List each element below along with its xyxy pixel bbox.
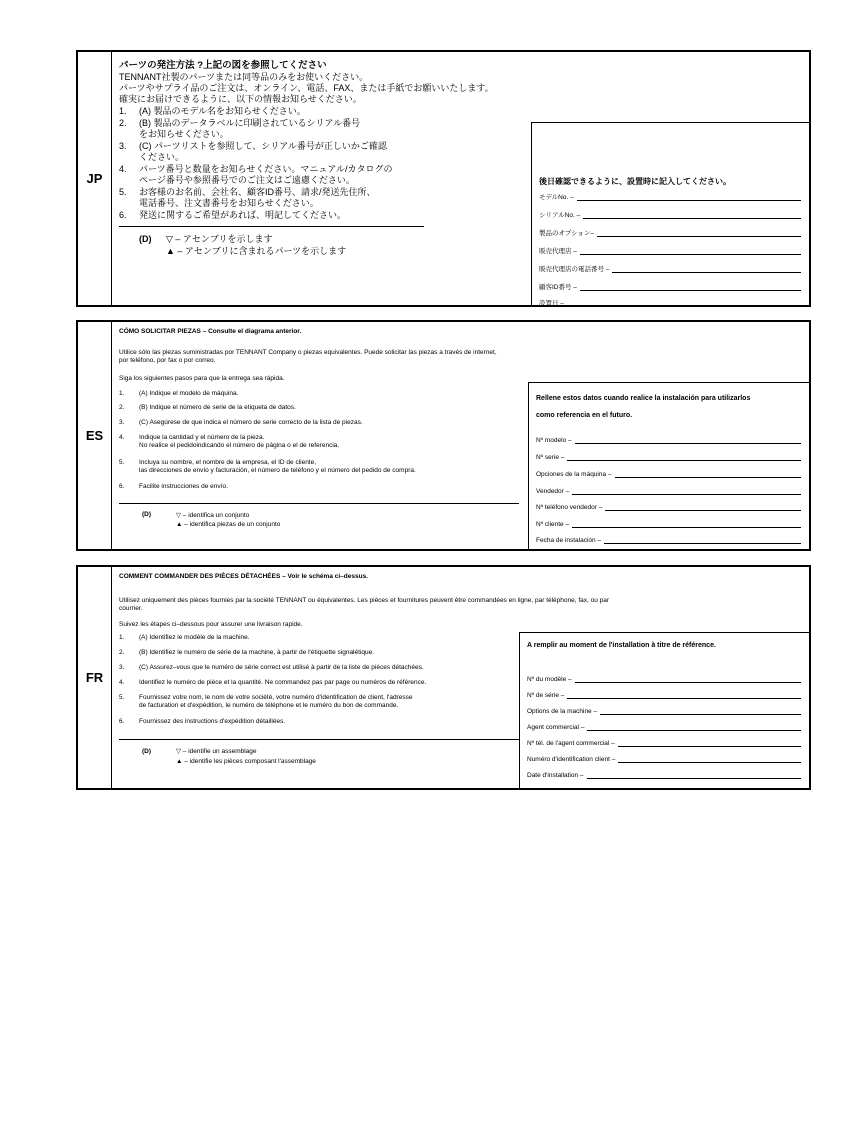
field-label: Nº modelo – (536, 437, 572, 444)
field-underline (572, 493, 801, 495)
form-field[interactable] (539, 209, 801, 219)
legend-assembly-parts: ▲ – identifie les pièces composant l'assemblage (176, 758, 316, 765)
record-title: A remplir au moment de l'installation à titre de référence. (527, 642, 716, 649)
step-text: (B) 製品のデータラベルに印刷されているシリアル番号 (139, 118, 361, 128)
language-code: FR (78, 567, 112, 788)
step-number: 2. (119, 649, 125, 656)
intro-line: courrier. (119, 605, 143, 612)
step-text: (C) Assurez–vous que le numéro de série correct est utilisé à partir de la liste de pièces détachées. (139, 664, 424, 671)
legend-assembly-parts: ▲ – identifica piezas de un conjunto (176, 521, 281, 528)
field-label: 販売代理店 – (539, 248, 577, 255)
step-number: 4. (119, 434, 125, 441)
step-text: お客様のお名前、会社名、顧客ID番号、請求/発送先住所、 (139, 187, 376, 197)
step-text: Incluya su nombre, el nombre de la empresa, el ID de cliente, (139, 459, 317, 466)
intro-line: Utilisez uniquement des pièces fournies par la société TENNANT ou équivalentes. Les pièces et fournitures peuvent être commandées en ligne, par téléphone, fax, ou par (119, 597, 610, 604)
step-text: Indique la cantidad y el número de la pieza. (139, 434, 265, 441)
form-field[interactable] (527, 690, 801, 699)
fr-content (112, 567, 809, 788)
step-text: (B) Identifiez le numéro de série de la machine, à partir de l'étiquette signalétique. (139, 649, 375, 656)
step-text: ページ番号や参照番号でのご注文はご遠慮ください。 (139, 175, 355, 185)
step-number: 6. (119, 718, 125, 725)
jp-record-box (531, 122, 809, 305)
field-underline (583, 217, 801, 219)
step-text: las direcciones de envío y facturación, el número de teléfono y el número del pedido de compra. (139, 467, 416, 474)
legend-assembly-parts: ▲ – アセンブリに含まれるパーツを示します (166, 246, 347, 256)
field-label: Nº serie – (536, 454, 565, 461)
field-underline (580, 289, 801, 291)
form-field[interactable] (536, 519, 801, 528)
form-field[interactable] (539, 297, 801, 307)
field-underline (618, 745, 801, 747)
step-number: 5. (119, 694, 125, 701)
step-number: 5. (119, 187, 127, 197)
step-text: ください。 (139, 152, 185, 162)
step-number: 4. (119, 679, 125, 686)
step-text: Facilite instrucciones de envío. (139, 483, 228, 490)
legend-divider (119, 226, 424, 227)
intro-line: por teléfono, por fax o por correo. (119, 357, 216, 364)
field-underline (618, 761, 801, 763)
form-field[interactable] (539, 281, 801, 291)
step-text: (A) Identifiez le modèle de la machine. (139, 634, 250, 641)
field-label: モデルNo. – (539, 194, 574, 201)
step-text: Fournissez des instructions d'expédition détaillées. (139, 718, 286, 725)
legend-divider (119, 739, 520, 740)
legend-assembly: ▽ – identifica un conjunto (176, 512, 250, 519)
field-underline (580, 253, 801, 255)
step-number: 3. (119, 141, 127, 151)
step-text: de facturation et d'expédition, le numéro de téléphone et le numéro du bon de commande. (139, 702, 399, 709)
field-label: Opciones de la máquina – (536, 471, 612, 478)
field-label: Nº du modèle – (527, 676, 572, 683)
section-title: CÓMO SOLICITAR PIEZAS – Consulte el diagrama anterior. (119, 328, 302, 335)
legend-label: (D) (139, 234, 152, 244)
step-text: (C) パーツリストを参照して、シリアル番号が正しいかご確認 (139, 141, 387, 151)
form-field[interactable] (527, 738, 801, 747)
step-text: Identifiez le numéro de pièce et la quantité. Ne commandez pas par page ou numéros de référence. (139, 679, 427, 686)
field-label: Date d'installation – (527, 772, 584, 779)
form-field[interactable] (527, 770, 801, 779)
form-field[interactable] (539, 245, 801, 255)
field-label: Vendedor – (536, 488, 570, 495)
field-underline (567, 305, 801, 307)
intro-line: パーツやサプライ品のご注文は、オンライン、電話、FAX、または手紙でお願いいたします。 (119, 83, 494, 93)
step-number: 2. (119, 404, 125, 411)
legend-label: (D) (142, 511, 152, 518)
jp-section (76, 50, 811, 307)
language-code: JP (78, 52, 112, 305)
field-label: シリアルNo. – (539, 212, 581, 219)
field-underline (577, 199, 801, 201)
es-section (76, 320, 811, 551)
intro-line: Utilice sólo las piezas suministradas por TENNANT Company o piezas equivalentes. Puede solicitar las piezas a través de internet, (119, 349, 497, 356)
step-number: 3. (119, 419, 125, 426)
intro-line: Siga los siguientes pasos para que la entrega sea rápida. (119, 375, 285, 382)
legend-divider (119, 503, 519, 504)
step-text: パーツ番号と数量をお知らせください。マニュアル/カタログの (139, 164, 393, 174)
step-number: 1. (119, 390, 125, 397)
record-title: Rellene estos datos cuando realice la instalación para utilizarlos (536, 395, 751, 402)
fr-section (76, 565, 811, 790)
step-text: (B) Indique el número de serie de la etiqueta de datos. (139, 404, 296, 411)
form-field[interactable] (527, 706, 801, 715)
step-number: 3. (119, 664, 125, 671)
legend-assembly: ▽ – identifie un assemblage (176, 748, 257, 755)
intro-line: Suivez les étapes ci–dessous pour assurer une livraison rapide. (119, 621, 303, 628)
field-underline (597, 235, 801, 237)
step-number: 6. (119, 483, 125, 490)
jp-content (112, 52, 809, 305)
field-label: Nº de série – (527, 692, 565, 699)
field-label: Nº tél. de l'agent commercial – (527, 740, 615, 747)
form-field[interactable] (536, 486, 801, 495)
step-text: 電話番号、注文書番号をお知らせください。 (139, 198, 319, 208)
form-field[interactable] (527, 674, 801, 683)
field-underline (575, 442, 801, 444)
field-underline (572, 526, 801, 528)
field-label: Nº cliente – (536, 521, 570, 528)
field-label: Options de la machine – (527, 708, 598, 715)
field-underline (567, 459, 801, 461)
step-number: 4. (119, 164, 127, 174)
language-code: ES (78, 322, 112, 549)
fr-record-box (519, 632, 809, 788)
form-field[interactable] (536, 435, 801, 444)
form-field[interactable] (539, 191, 801, 201)
es-record-box (528, 382, 809, 549)
record-title: 後日確認できるように、設置時に記入してください。 (539, 177, 731, 186)
step-text: (C) Asegúrese de que indica el número de serie correcto de la lista de piezas. (139, 419, 363, 426)
section-title: COMMENT COMMANDER DES PIÈCES DÉTACHÉES – Voir le schéma ci–dessus. (119, 573, 368, 580)
field-label: Numéro d'identification client – (527, 756, 616, 763)
step-text: (A) 製品のモデル名をお知らせください。 (139, 106, 306, 116)
field-underline (612, 271, 801, 273)
intro-line: 確実にお届けできるように、以下の情報お知らせください。 (119, 94, 362, 104)
field-underline (604, 542, 801, 544)
field-underline (587, 777, 801, 779)
legend-assembly: ▽ – アセンブリを示します (166, 234, 273, 244)
step-text: (A) Indique el modelo de máquina. (139, 390, 239, 397)
field-underline (615, 476, 801, 478)
step-text: Fournissez votre nom, le nom de votre société, votre numéro d'identification de client, l'adresse (139, 694, 413, 701)
step-text: 発送に関するご希望があれば、明記してください。 (139, 210, 347, 220)
field-underline (567, 697, 801, 699)
form-field[interactable] (527, 754, 801, 763)
field-underline (605, 509, 801, 511)
field-underline (587, 729, 801, 731)
step-number: 1. (119, 106, 127, 116)
step-text: をお知らせください。 (139, 129, 229, 139)
es-content (112, 322, 809, 549)
field-label: 製品のオプション– (539, 230, 595, 237)
field-underline (600, 713, 801, 715)
step-number: 1. (119, 634, 125, 641)
form-field[interactable] (527, 722, 801, 731)
form-field[interactable] (536, 469, 801, 478)
section-title: パーツの発注方法 ?上記の図を参照してください (119, 60, 327, 71)
form-field[interactable] (539, 263, 801, 273)
field-label: Agent commercial – (527, 724, 585, 731)
field-label: 販売代理店の電話番号 – (539, 266, 610, 273)
intro-line: TENNANT社製のパーツまたは同等品のみをお使いください。 (119, 72, 369, 82)
form-field[interactable] (536, 502, 801, 511)
field-underline (575, 681, 801, 683)
form-field[interactable] (536, 535, 801, 544)
field-label: Fecha de instalación – (536, 537, 602, 544)
field-label: Nº teléfono vendedor – (536, 504, 603, 511)
form-field[interactable] (536, 452, 801, 461)
step-text: No realice el pedidoindicando el número de página o el de referencia. (139, 442, 340, 449)
legend-label: (D) (142, 748, 152, 755)
step-number: 6. (119, 210, 127, 220)
step-number: 2. (119, 118, 127, 128)
record-title: como referencia en el futuro. (536, 412, 633, 419)
field-label: 顧客ID番号 – (539, 284, 577, 291)
step-number: 5. (119, 459, 125, 466)
form-field[interactable] (539, 227, 801, 237)
field-label: 設置日 – (539, 300, 564, 307)
